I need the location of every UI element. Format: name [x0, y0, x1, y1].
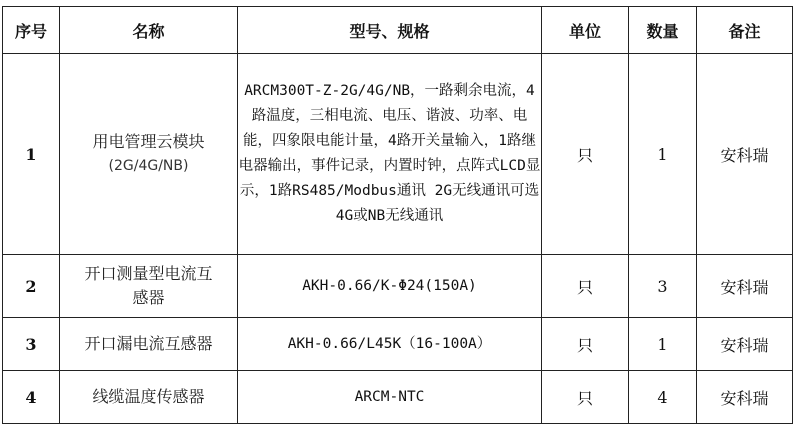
- row-index: 1: [3, 54, 60, 255]
- row-name: [60, 318, 238, 371]
- table-row: [3, 371, 793, 424]
- table-row: [3, 255, 793, 318]
- header-index: 序号: [3, 7, 60, 54]
- row-qty: 3: [629, 255, 697, 318]
- row-name-line1: 用电管理云模块: [92, 132, 205, 151]
- table-row: [3, 318, 793, 371]
- header-note: 备注: [697, 7, 793, 54]
- spec-table: [2, 6, 793, 424]
- row-spec: AKH-0.66/L45K（16-100A）: [238, 318, 542, 371]
- row-unit: 只: [542, 255, 629, 318]
- header-name: 名称: [60, 7, 238, 54]
- header-spec: 型号、规格: [238, 7, 542, 54]
- row-unit: 只: [542, 54, 629, 255]
- row-note: 安科瑞: [697, 371, 793, 424]
- table-row: [3, 54, 793, 255]
- row-note: 安科瑞: [697, 54, 793, 255]
- row-spec: ARCM-NTC: [238, 371, 542, 424]
- row-unit: 只: [542, 318, 629, 371]
- row-name: [60, 54, 238, 255]
- row-name-line1: 线缆温度传感器: [92, 387, 205, 406]
- row-qty: 4: [629, 371, 697, 424]
- row-name-line1: 开口测量型电流互: [84, 264, 213, 283]
- row-name-line2: 感器: [132, 288, 165, 307]
- header-qty: 数量: [629, 7, 697, 54]
- row-note: 安科瑞: [697, 255, 793, 318]
- row-index: 3: [3, 318, 60, 371]
- row-name-line2: (2G/4G/NB): [108, 158, 189, 174]
- table-header-row: [3, 7, 793, 54]
- row-index: 2: [3, 255, 60, 318]
- row-spec: AKH-0.66/K-Φ24(150A): [238, 255, 542, 318]
- row-index: 4: [3, 371, 60, 424]
- header-unit: 单位: [542, 7, 629, 54]
- row-unit: 只: [542, 371, 629, 424]
- row-qty: 1: [629, 318, 697, 371]
- row-name: [60, 371, 238, 424]
- row-name: [60, 255, 238, 318]
- row-spec: ARCM300T-Z-2G/4G/NB，一路剩余电流，4路温度，三相电流、电压、谐波、功率、电能，四象限电能计量，4路开关量输入，1路继电器输出，事件记录，内置时钟，点阵式LCD显示，1路RS485/Modbus通讯 2G无线通讯可选4G或NB无线通讯: [238, 54, 542, 255]
- row-qty: 1: [629, 54, 697, 255]
- row-name-line1: 开口漏电流互感器: [84, 334, 213, 353]
- row-note: 安科瑞: [697, 318, 793, 371]
